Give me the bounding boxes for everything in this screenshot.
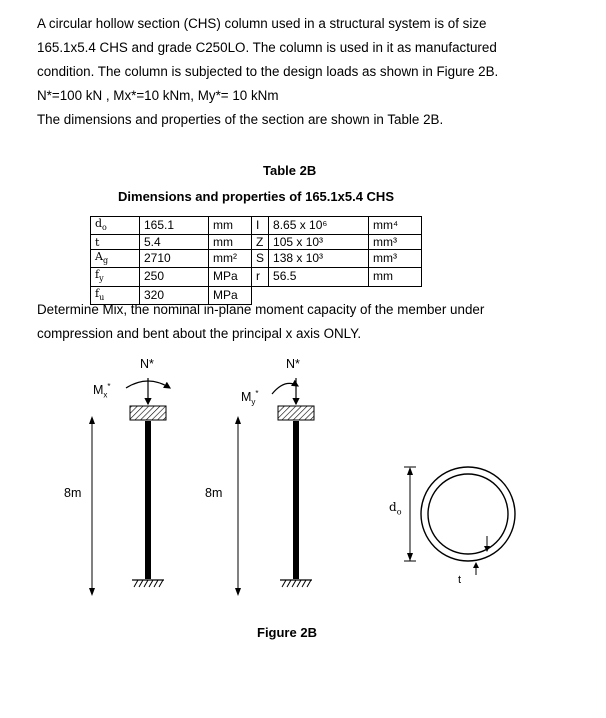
- problem-line-5: The dimensions and properties of the section are shown in Table 2B.: [37, 112, 444, 127]
- value-cell: 320: [140, 286, 209, 304]
- figure-caption: Figure 2B: [257, 625, 317, 640]
- left-axial-load-label: N*: [140, 357, 154, 371]
- value-cell: 2710: [140, 250, 209, 268]
- left-column: [89, 378, 170, 596]
- symbol-cell: r: [252, 268, 269, 286]
- unit-cell: MPa: [209, 286, 252, 304]
- unit-cell: mm: [209, 235, 252, 250]
- value-cell: 165.1: [140, 217, 209, 235]
- symbol-cell: $d_o$: [91, 217, 140, 235]
- table-caption: Table 2B: [263, 163, 317, 178]
- value-cell: 5.4: [140, 235, 209, 250]
- symbol-cell: $f_y$: [91, 268, 140, 286]
- column-shaft: [293, 421, 299, 579]
- dimension-arrow-down-icon: [89, 588, 95, 596]
- symbol-cell: $A_g$: [91, 250, 140, 268]
- unit-cell: mm⁴: [369, 217, 422, 235]
- problem-line-3: condition. The column is subjected to the design loads as shown in Figure 2B.: [37, 64, 499, 79]
- symbol-cell: I: [252, 217, 269, 235]
- value-cell: 250: [140, 268, 209, 286]
- inner-circle: [428, 474, 508, 554]
- hatched-cap-icon: [278, 406, 314, 420]
- column-shaft: [145, 421, 151, 579]
- question-line-2: compression and bent about the principal x axis ONLY.: [37, 326, 362, 341]
- thickness-label: t: [458, 574, 462, 586]
- unit-cell: mm³: [369, 235, 422, 250]
- right-length-label: 8m: [205, 486, 223, 500]
- symbol-cell: S: [252, 250, 269, 268]
- value-cell: 56.5: [269, 268, 369, 286]
- dimension-arrow-down-icon: [407, 553, 413, 561]
- dimension-arrow-up-icon: [89, 416, 95, 424]
- design-loads-line: N*=100 kN , Mx*=10 kNm, My*= 10 kNm: [37, 88, 279, 103]
- value-cell: 138 x 10³: [269, 250, 369, 268]
- diameter-label: $d_o$: [389, 500, 402, 517]
- unit-cell: mm: [209, 217, 252, 235]
- dimension-arrow-up-icon: [235, 416, 241, 424]
- left-moment-label: $M_x^*$: [93, 382, 111, 400]
- symbol-cell: $f_u$: [91, 286, 140, 304]
- table-title: Dimensions and properties of 165.1x5.4 CHS: [118, 189, 394, 204]
- symbol-cell: t: [91, 235, 140, 250]
- symbol-cell: Z: [252, 235, 269, 250]
- chs-section: [404, 467, 515, 575]
- unit-cell: MPa: [209, 268, 252, 286]
- problem-line-2: 165.1x5.4 CHS and grade C250LO. The column is used in it as manufactured: [37, 40, 497, 55]
- value-cell: 105 x 10³: [269, 235, 369, 250]
- right-column: [235, 378, 314, 596]
- unit-cell: mm³: [369, 250, 422, 268]
- unit-cell: mm: [369, 268, 422, 286]
- dimension-arrow-down-icon: [235, 588, 241, 596]
- outer-circle: [421, 467, 515, 561]
- right-moment-label: $M_y^*$: [241, 389, 259, 407]
- right-axial-load-label: N*: [286, 357, 300, 371]
- dimension-arrow-up-icon: [407, 467, 413, 475]
- question-line-1: Determine Mix, the nominal in-plane moment capacity of the member under: [37, 302, 485, 317]
- moment-arc-icon: [272, 383, 298, 394]
- left-length-label: 8m: [64, 486, 82, 500]
- unit-cell: mm²: [209, 250, 252, 268]
- hatched-cap-icon: [130, 406, 166, 420]
- value-cell: 8.65 x 10⁶: [269, 217, 369, 235]
- problem-line-1: A circular hollow section (CHS) column used in a structural system is of size: [37, 16, 487, 31]
